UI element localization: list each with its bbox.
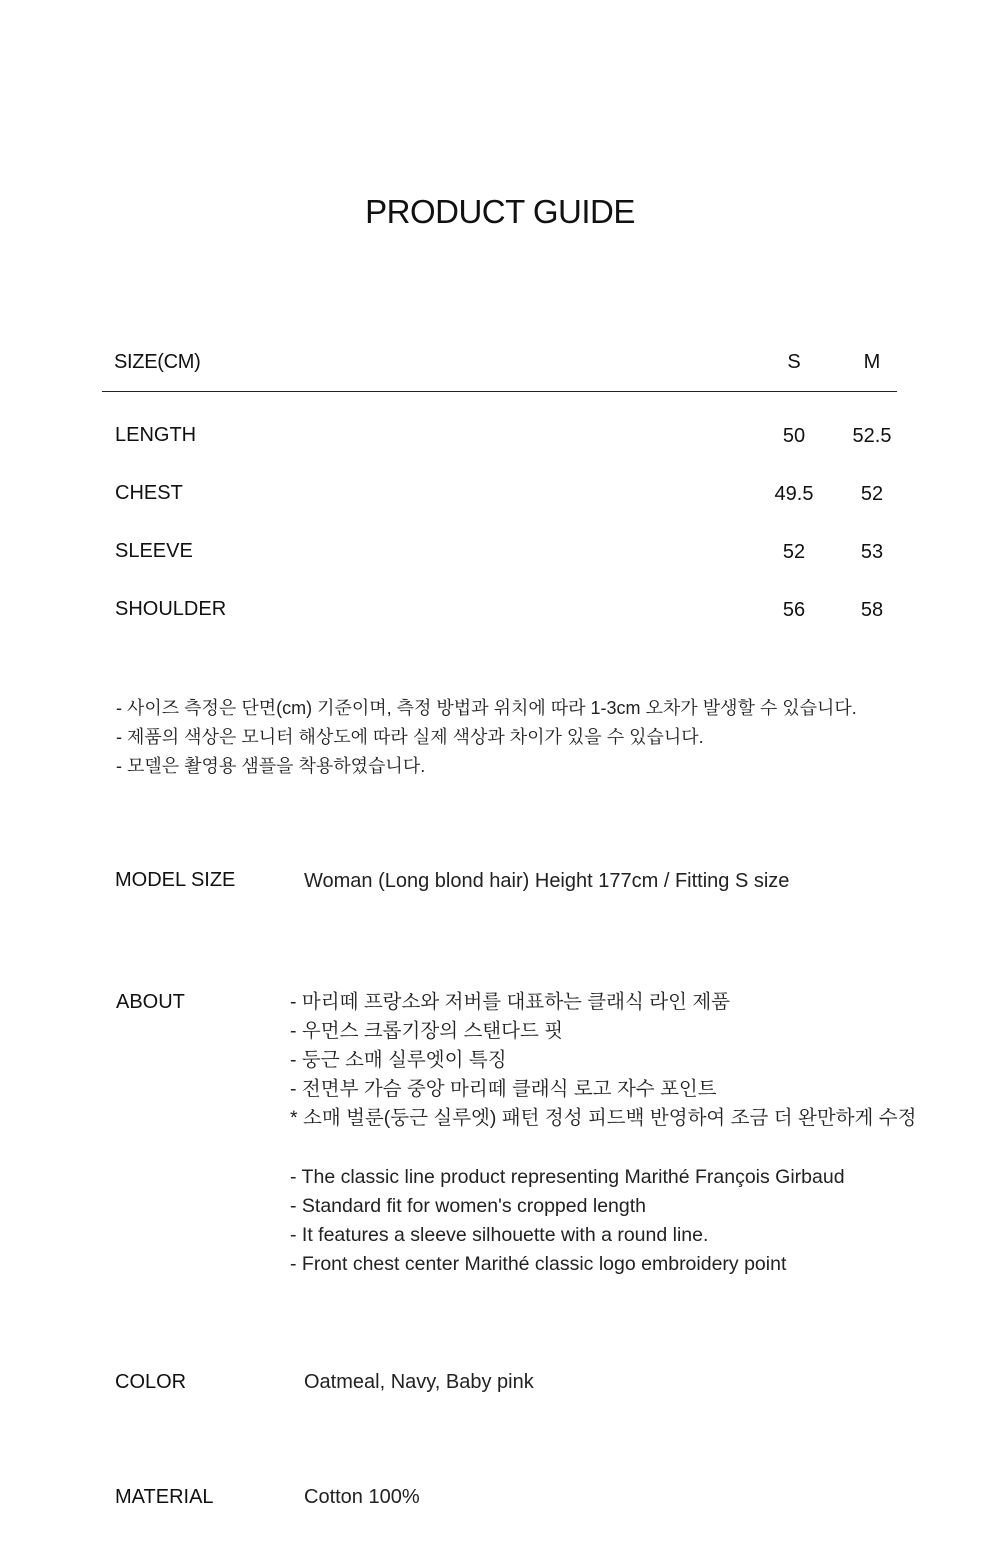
size-row-label: SHOULDER (115, 598, 227, 620)
size-row-s-value: 52 (782, 541, 806, 563)
about-text (290, 988, 916, 1279)
model-size-label: MODEL SIZE (115, 869, 236, 891)
size-header-label: SIZE(CM) (114, 351, 201, 373)
size-row-m-value: 53 (860, 541, 884, 563)
about-english-line: - Standard fit for women's cropped length (290, 1195, 646, 1217)
size-row-chest (102, 478, 897, 536)
size-row-shoulder (102, 594, 897, 652)
color-label: COLOR (115, 1371, 187, 1393)
size-row-m-value: 52 (860, 483, 884, 505)
material-label: MATERIAL (115, 1486, 214, 1508)
model-size-value: Woman (Long blond hair) Height 177cm / Fitting S size (304, 870, 790, 892)
size-row-s-value: 56 (782, 599, 806, 621)
size-header-m: M (863, 351, 881, 373)
material-value: Cotton 100% (304, 1486, 420, 1508)
size-row-s-value: 49.5 (774, 483, 814, 505)
note-line: - 모델은 촬영용 샘플을 착용하였습니다. (116, 756, 426, 776)
about-korean-line: * 소매 벌룬(둥근 실루엣) 패턴 정성 피드백 반영하여 조금 더 완만하게 수정 (290, 1107, 917, 1129)
color-value: Oatmeal, Navy, Baby pink (304, 1371, 534, 1393)
size-row-m-value: 52.5 (852, 425, 892, 447)
size-row-label: CHEST (115, 482, 183, 504)
size-row-length (102, 420, 897, 478)
size-row-sleeve (102, 536, 897, 594)
size-row-label: SLEEVE (115, 540, 193, 562)
size-row-label: LENGTH (115, 424, 197, 446)
size-table (102, 345, 897, 624)
size-header-s: S (787, 351, 801, 373)
about-korean-line: - 마리떼 프랑소와 저버를 대표하는 클래식 라인 제품 (290, 991, 730, 1013)
about-korean-line: - 둥근 소매 실루엣이 특징 (290, 1049, 507, 1071)
size-row-m-value: 58 (860, 599, 884, 621)
size-table-header (102, 345, 897, 392)
about-english-line: - The classic line product representing Marithé François Girbaud (290, 1166, 845, 1188)
size-notes (116, 694, 857, 781)
size-row-s-value: 50 (782, 425, 806, 447)
about-english-line: - It features a sleeve silhouette with a round line. (290, 1224, 709, 1246)
about-korean-line: - 우먼스 크롭기장의 스탠다드 핏 (290, 1020, 564, 1042)
note-line: - 사이즈 측정은 단면(cm) 기준이며, 측정 방법과 위치에 따라 1-3cm 오차가 발생할 수 있습니다. (116, 698, 857, 718)
about-english-line: - Front chest center Marithé classic logo embroidery point (290, 1253, 787, 1275)
page-title: PRODUCT GUIDE (365, 193, 635, 230)
about-label: ABOUT (116, 991, 185, 1013)
note-line: - 제품의 색상은 모니터 해상도에 따라 실제 색상과 차이가 있을 수 있습니다. (116, 727, 704, 747)
about-korean-line: - 전면부 가슴 중앙 마리떼 클래식 로고 자수 포인트 (290, 1078, 717, 1100)
